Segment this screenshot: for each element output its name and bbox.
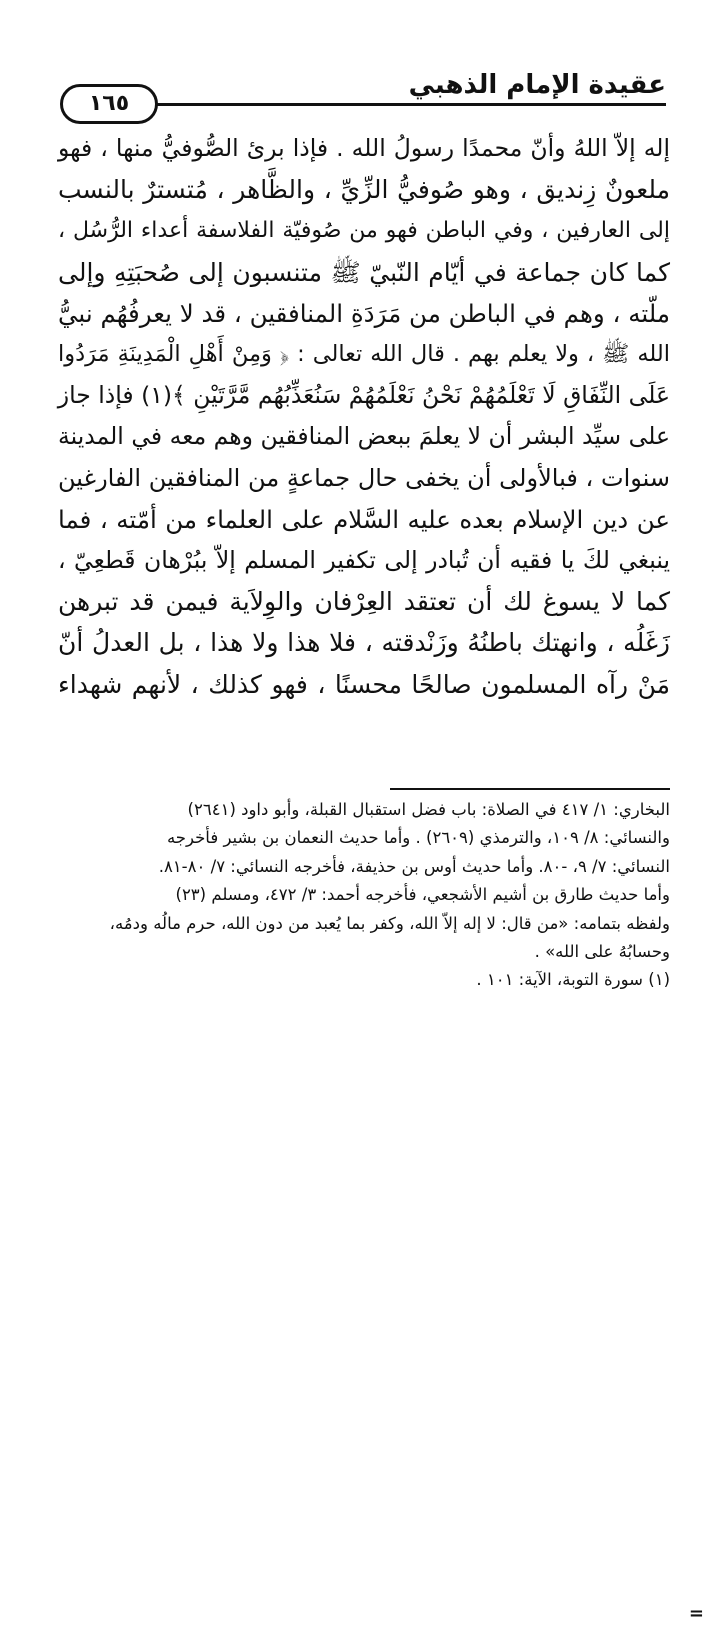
footnote-line: وأما حديث طارق بن أشيم الأشجعي، فأخرجه أحمد: ٣/ ٤٧٢، ومسلم (٢٣): [175, 885, 670, 905]
text-line: إله إلاّ اللهُ وأنّ محمدًا رسولُ الله . فإذا برئ الصُّوفيُّ منها ، فهو: [58, 134, 670, 162]
footnote-line: النسائي: ٧/ ٩، -٨٠. وأما حديث أوس بن حذيفة، فأخرجه النسائي: ٧/ ٨٠-٨١.: [158, 856, 670, 876]
running-header: [66, 70, 666, 120]
text-line: عن دين الإسلام بعده عليه السَّلام على العلماء من أمّته ، فما: [58, 504, 670, 534]
text-line: ينبغي لكَ يا فقيه أن تُبادر إلى تكفير المسلم إلاّ ببُرْهان قَطعِيّ ،: [58, 546, 670, 575]
text-line: كما لا يسوغ لك أن تعتقد العِرْفان والوِلاَية فيمن قد تبرهن: [58, 587, 670, 617]
main-text: [58, 128, 670, 705]
footnote-continuation-marker: =: [688, 1603, 704, 1624]
footnote-line: وحسابُهُ على الله» .: [534, 942, 670, 962]
text-line: ملعونٌ زِنديق ، وهو صُوفيُّ الزِّيِّ ، والظَّاهر ، مُتسترٌ بالنسب: [58, 175, 670, 205]
page-number: ١٦٥: [60, 84, 158, 124]
text-line: مَنْ رآه المسلمون صالحًا محسنًا ، فهو كذلك ، لأنهم شهداء: [58, 669, 670, 699]
footnote-separator: [390, 788, 670, 790]
footnote-line: (١) سورة التوبة، الآية: ١٠١ .: [476, 970, 670, 990]
text-line: إلى العارفين ، وفي الباطن فهو من صُوفيّة الفلاسفة أعداء الرُّسُل ،: [58, 218, 670, 244]
text-line: كما كان جماعة في أيّام النّبيّ ﷺ متنسبون إلى صُحبَتِهِ وإلى: [58, 257, 670, 287]
text-line: زَغَلُه ، وانهتك باطنُهُ وزَنْدقته ، فلا هذا ولا هذا ، بل العدلُ أنّ: [58, 628, 670, 658]
text-line: عَلَى النِّفَاقِ لَا تَعْلَمُهُمْ نَحْنُ نَعْلَمُهُمْ سَنُعَذِّبُهُم مَّرَّتَيْنِ ﴾(١) فإذا جاز: [57, 381, 670, 410]
text-line: ملّته ، وهم في الباطن من مَرَدَةِ المنافقين ، قد لا يعرفُهُم نبيُّ: [58, 298, 670, 328]
footnotes: [58, 796, 704, 1624]
footnote-line: ولفظه بتمامه: «من قال: لا إله إلاّ الله، وكفر بما يُعبد من دون الله، حرم مالُه ودمُه،: [109, 913, 670, 933]
text-line: على سيِّد البشر أن لا يعلمَ ببعض المنافقين وهم معه في المدينة: [58, 422, 670, 451]
header-title: عقيدة الإمام الذهبي: [408, 70, 666, 100]
text-line: سنوات ، فبالأولى أن يخفى حال جماعةٍ من المنافقين الفارغين: [58, 463, 670, 492]
footnote-line: والنسائي: ٨/ ١٠٩، والترمذي (٢٦٠٩) . وأما حديث النعمان بن بشير فأخرجه: [166, 828, 670, 848]
text-line: الله ﷺ ، ولا يعلم بهم . قال الله تعالى : ﴿ وَمِنْ أَهْلِ الْمَدِينَةِ مَرَدُوا: [58, 341, 670, 368]
footnote-line: البخاري: ١/ ٤١٧ في الصلاة: باب فضل استقبال القبلة، وأبو داود (٢٦٤١): [187, 800, 670, 819]
